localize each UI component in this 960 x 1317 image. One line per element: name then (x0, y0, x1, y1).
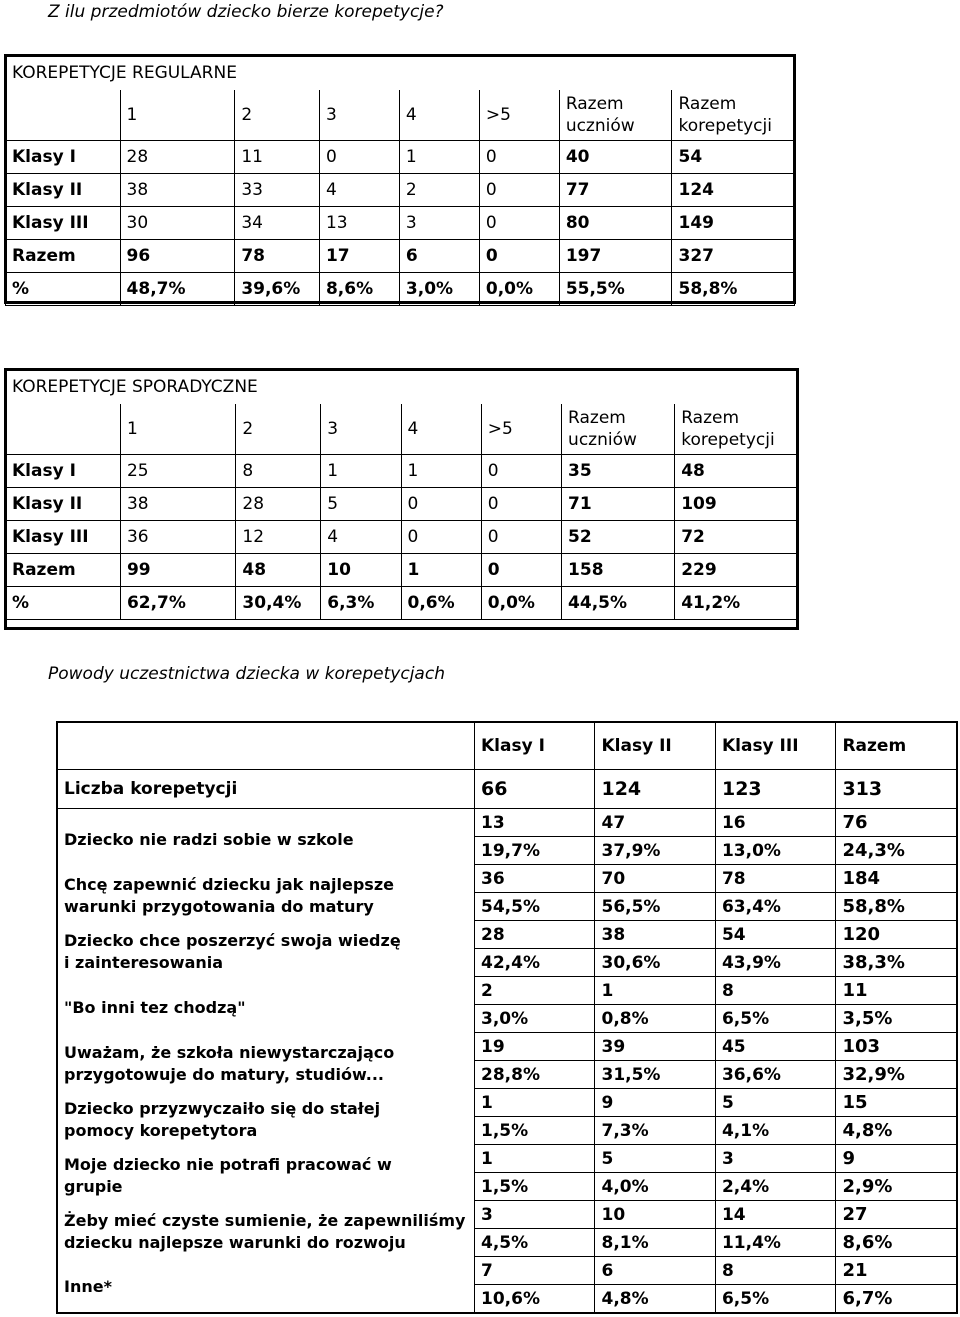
table-cell: 55,5% (559, 273, 672, 306)
table-cell: 0 (319, 141, 399, 174)
table-cell: 54 (672, 141, 795, 174)
header-row (6, 404, 798, 455)
table-cell: 58,8% (672, 273, 795, 306)
column-header: Razem korepetycji (672, 90, 795, 141)
row-label: Klasy II (6, 174, 121, 207)
count-cell: 21 (836, 1257, 957, 1285)
column-header: 4 (399, 90, 479, 141)
percent-cell: 1,5% (475, 1117, 595, 1145)
percent-cell: 10,6% (475, 1285, 595, 1314)
table-cell: 96 (120, 240, 235, 273)
table-cell: 38 (120, 174, 235, 207)
reason-label-text: Dziecko chce poszerzyć swoja wiedzę i zainteresowania (64, 930, 401, 972)
count-cell: 28 (475, 921, 595, 949)
header-empty (6, 404, 121, 455)
table-cell: 77 (559, 174, 672, 207)
table-cell: 1 (321, 455, 401, 488)
total-row (57, 770, 957, 809)
count-cell: 11 (836, 977, 957, 1005)
column-header: Razem uczniów (559, 90, 672, 141)
reason-label-text: Dziecko nie radzi sobie w szkole (64, 829, 354, 849)
table-cell: 0 (479, 141, 559, 174)
table-cell: 38 (120, 488, 235, 521)
percent-cell: 13,0% (715, 837, 835, 865)
percent-cell: 56,5% (595, 893, 715, 921)
column-header: 3 (321, 404, 401, 455)
table-row (6, 587, 798, 620)
reason-row (57, 977, 957, 1005)
percent-cell: 19,7% (475, 837, 595, 865)
percent-cell: 36,6% (715, 1061, 835, 1089)
percent-cell: 2,9% (836, 1173, 957, 1201)
percent-cell: 37,9% (595, 837, 715, 865)
row-label: % (6, 273, 121, 306)
table-cell: 1 (401, 554, 481, 587)
header-empty (57, 722, 475, 770)
table-cell: 41,2% (675, 587, 798, 620)
table-title-row (6, 370, 798, 405)
count-cell: 70 (595, 865, 715, 893)
table-cell: 0 (401, 488, 481, 521)
percent-cell: 43,9% (715, 949, 835, 977)
table-cell: 5 (321, 488, 401, 521)
count-cell: 1 (475, 1089, 595, 1117)
table-cell: 62,7% (120, 587, 235, 620)
row-label: Razem (6, 554, 121, 587)
count-cell: 1 (595, 977, 715, 1005)
table-cell: 197 (559, 240, 672, 273)
table-cell: 327 (672, 240, 795, 273)
column-header: 1 (120, 90, 235, 141)
table-row (6, 240, 795, 273)
row-label: Klasy III (6, 207, 121, 240)
table-cell: 8,6% (319, 273, 399, 306)
table-cell: 11 (235, 141, 320, 174)
percent-cell: 6,7% (836, 1285, 957, 1314)
percent-cell: 11,4% (715, 1229, 835, 1257)
count-cell: 9 (836, 1145, 957, 1173)
reason-label-text: Moje dziecko nie potrafi pracować w grupie (64, 1154, 392, 1196)
count-cell: 47 (595, 809, 715, 837)
table-cell: 0 (479, 240, 559, 273)
percent-cell: 4,1% (715, 1117, 835, 1145)
reason-label-text: Chcę zapewnić dziecku jak najlepsze warunki przygotowania do matury (64, 874, 394, 916)
table-cell: 78 (235, 240, 320, 273)
column-header: Razem (836, 722, 957, 770)
table-cell: 48 (236, 554, 321, 587)
table-cell: 4 (319, 174, 399, 207)
column-header: 2 (236, 404, 321, 455)
table-title-row (6, 56, 795, 91)
table-cell: 3,0% (399, 273, 479, 306)
header-row (6, 90, 795, 141)
table-cell: 34 (235, 207, 320, 240)
count-cell: 8 (715, 1257, 835, 1285)
column-header: >5 (479, 90, 559, 141)
count-cell: 13 (475, 809, 595, 837)
table-cell: 0,6% (401, 587, 481, 620)
count-cell: 15 (836, 1089, 957, 1117)
reason-label (57, 977, 475, 1033)
table-row (6, 207, 795, 240)
column-header: 4 (401, 404, 481, 455)
table-cell: 0 (481, 488, 561, 521)
table-row (6, 554, 798, 587)
reason-label-text: Żeby mieć czyste sumienie, że zapewniliśmy dziecku najlepsze warunki do rozwoju (64, 1210, 466, 1252)
percent-cell: 3,5% (836, 1005, 957, 1033)
percent-cell: 0,8% (595, 1005, 715, 1033)
percent-cell: 6,5% (715, 1005, 835, 1033)
table-cell: 17 (319, 240, 399, 273)
table-row (6, 174, 795, 207)
count-cell: 14 (715, 1201, 835, 1229)
count-cell: 45 (715, 1033, 835, 1061)
table-cell: 0,0% (481, 587, 561, 620)
count-cell: 27 (836, 1201, 957, 1229)
count-cell: 8 (715, 977, 835, 1005)
reason-label (57, 1145, 475, 1201)
percent-cell: 8,6% (836, 1229, 957, 1257)
reason-label (57, 1089, 475, 1145)
percent-cell: 6,5% (715, 1285, 835, 1314)
percent-cell: 31,5% (595, 1061, 715, 1089)
table-cell: 8 (236, 455, 321, 488)
percent-cell: 38,3% (836, 949, 957, 977)
count-cell: 19 (475, 1033, 595, 1061)
table-cell: 6 (399, 240, 479, 273)
percent-cell: 4,8% (836, 1117, 957, 1145)
percent-cell: 4,8% (595, 1285, 715, 1314)
table-cell: 158 (562, 554, 675, 587)
row-label: Razem (6, 240, 121, 273)
reason-row (57, 809, 957, 837)
column-header: 1 (120, 404, 235, 455)
column-header: Razem korepetycji (675, 404, 798, 455)
reason-label (57, 921, 475, 977)
table-cell: 124 (672, 174, 795, 207)
regular-tutoring-table (5, 55, 795, 306)
percent-cell: 28,8% (475, 1061, 595, 1089)
percent-cell: 42,4% (475, 949, 595, 977)
column-header: Klasy II (595, 722, 715, 770)
count-cell: 3 (475, 1201, 595, 1229)
table-cell: 36 (120, 521, 235, 554)
percent-cell: 54,5% (475, 893, 595, 921)
column-header: Klasy I (475, 722, 595, 770)
table-cell: 4 (321, 521, 401, 554)
count-cell: 184 (836, 865, 957, 893)
percent-cell: 30,6% (595, 949, 715, 977)
reason-label (57, 809, 475, 865)
count-cell: 39 (595, 1033, 715, 1061)
header-row (57, 722, 957, 770)
table-row (6, 521, 798, 554)
percent-cell: 58,8% (836, 893, 957, 921)
table-cell: 6,3% (321, 587, 401, 620)
table-title: KOREPETYCJE SPORADYCZNE (6, 370, 798, 405)
reason-row (57, 1257, 957, 1285)
table-row (6, 273, 795, 306)
reason-row (57, 865, 957, 893)
table-cell: 10 (321, 554, 401, 587)
percent-cell: 24,3% (836, 837, 957, 865)
header-empty (6, 90, 121, 141)
percent-cell: 63,4% (715, 893, 835, 921)
table-row (6, 488, 798, 521)
table-cell: 149 (672, 207, 795, 240)
count-cell: 6 (595, 1257, 715, 1285)
row-label: Klasy I (6, 455, 121, 488)
count-cell: 76 (836, 809, 957, 837)
reason-label (57, 1033, 475, 1089)
sporadic-tutoring-table (5, 369, 798, 620)
table-cell: 28 (120, 141, 235, 174)
table-cell: 25 (120, 455, 235, 488)
reason-label-text: Inne* (64, 1277, 112, 1297)
table-cell: 0 (479, 174, 559, 207)
reason-label-text: "Bo inni tez chodzą" (64, 997, 246, 1017)
column-header: >5 (481, 404, 561, 455)
column-header: Klasy III (715, 722, 835, 770)
column-header: 2 (235, 90, 320, 141)
total-label: Liczba korepetycji (57, 770, 475, 809)
count-cell: 16 (715, 809, 835, 837)
total-cell: 66 (475, 770, 595, 809)
table-cell: 99 (120, 554, 235, 587)
percent-cell: 4,0% (595, 1173, 715, 1201)
table-cell: 2 (399, 174, 479, 207)
reason-label-text: Uważam, że szkoła niewystarczająco przygotowuje do matury, studiów... (64, 1042, 395, 1084)
table-cell: 12 (236, 521, 321, 554)
table-cell: 52 (562, 521, 675, 554)
count-cell: 103 (836, 1033, 957, 1061)
count-cell: 120 (836, 921, 957, 949)
table-cell: 1 (401, 455, 481, 488)
table-cell: 48 (675, 455, 798, 488)
table-cell: 30,4% (236, 587, 321, 620)
row-label: Klasy I (6, 141, 121, 174)
table-cell: 1 (399, 141, 479, 174)
table-cell: 39,6% (235, 273, 320, 306)
table-cell: 0 (481, 455, 561, 488)
table-cell: 48,7% (120, 273, 235, 306)
table-title: KOREPETYCJE REGULARNE (6, 56, 795, 91)
reason-row (57, 1145, 957, 1173)
percent-cell: 1,5% (475, 1173, 595, 1201)
total-cell: 123 (715, 770, 835, 809)
row-label: Klasy III (6, 521, 121, 554)
table-cell: 71 (562, 488, 675, 521)
count-cell: 7 (475, 1257, 595, 1285)
reason-row (57, 1201, 957, 1229)
count-cell: 36 (475, 865, 595, 893)
count-cell: 5 (595, 1145, 715, 1173)
reason-row (57, 1033, 957, 1061)
percent-cell: 2,4% (715, 1173, 835, 1201)
table-row (6, 455, 798, 488)
reasons-title: Powody uczestnictwa dziecka w korepetycjach (48, 664, 445, 684)
table-cell: 3 (399, 207, 479, 240)
count-cell: 10 (595, 1201, 715, 1229)
percent-cell: 7,3% (595, 1117, 715, 1145)
table-cell: 0 (479, 207, 559, 240)
table-cell: 80 (559, 207, 672, 240)
reason-label (57, 1257, 475, 1314)
table-cell: 30 (120, 207, 235, 240)
table-cell: 44,5% (562, 587, 675, 620)
percent-cell: 8,1% (595, 1229, 715, 1257)
reason-row (57, 1089, 957, 1117)
table-cell: 35 (562, 455, 675, 488)
column-header: 3 (319, 90, 399, 141)
table-cell: 0,0% (479, 273, 559, 306)
table-cell: 109 (675, 488, 798, 521)
total-cell: 124 (595, 770, 715, 809)
reason-label (57, 1201, 475, 1257)
table-cell: 33 (235, 174, 320, 207)
count-cell: 78 (715, 865, 835, 893)
percent-cell: 4,5% (475, 1229, 595, 1257)
count-cell: 38 (595, 921, 715, 949)
row-label: Klasy II (6, 488, 121, 521)
percent-cell: 3,0% (475, 1005, 595, 1033)
count-cell: 54 (715, 921, 835, 949)
table-cell: 72 (675, 521, 798, 554)
count-cell: 2 (475, 977, 595, 1005)
count-cell: 5 (715, 1089, 835, 1117)
count-cell: 1 (475, 1145, 595, 1173)
table-cell: 13 (319, 207, 399, 240)
table-cell: 40 (559, 141, 672, 174)
row-label: % (6, 587, 121, 620)
question-text: Z ilu przedmiotów dziecko bierze korepetycje? (48, 2, 444, 22)
table-cell: 0 (401, 521, 481, 554)
table-row (6, 141, 795, 174)
column-header: Razem uczniów (562, 404, 675, 455)
percent-cell: 32,9% (836, 1061, 957, 1089)
count-cell: 9 (595, 1089, 715, 1117)
table-cell: 229 (675, 554, 798, 587)
reason-label (57, 865, 475, 921)
total-cell: 313 (836, 770, 957, 809)
table-cell: 28 (236, 488, 321, 521)
reasons-table (56, 721, 958, 1314)
table-cell: 0 (481, 521, 561, 554)
reason-label-text: Dziecko przyzwyczaiło się do stałej pomocy korepetytora (64, 1098, 381, 1140)
table-cell: 0 (481, 554, 561, 587)
count-cell: 3 (715, 1145, 835, 1173)
reason-row (57, 921, 957, 949)
